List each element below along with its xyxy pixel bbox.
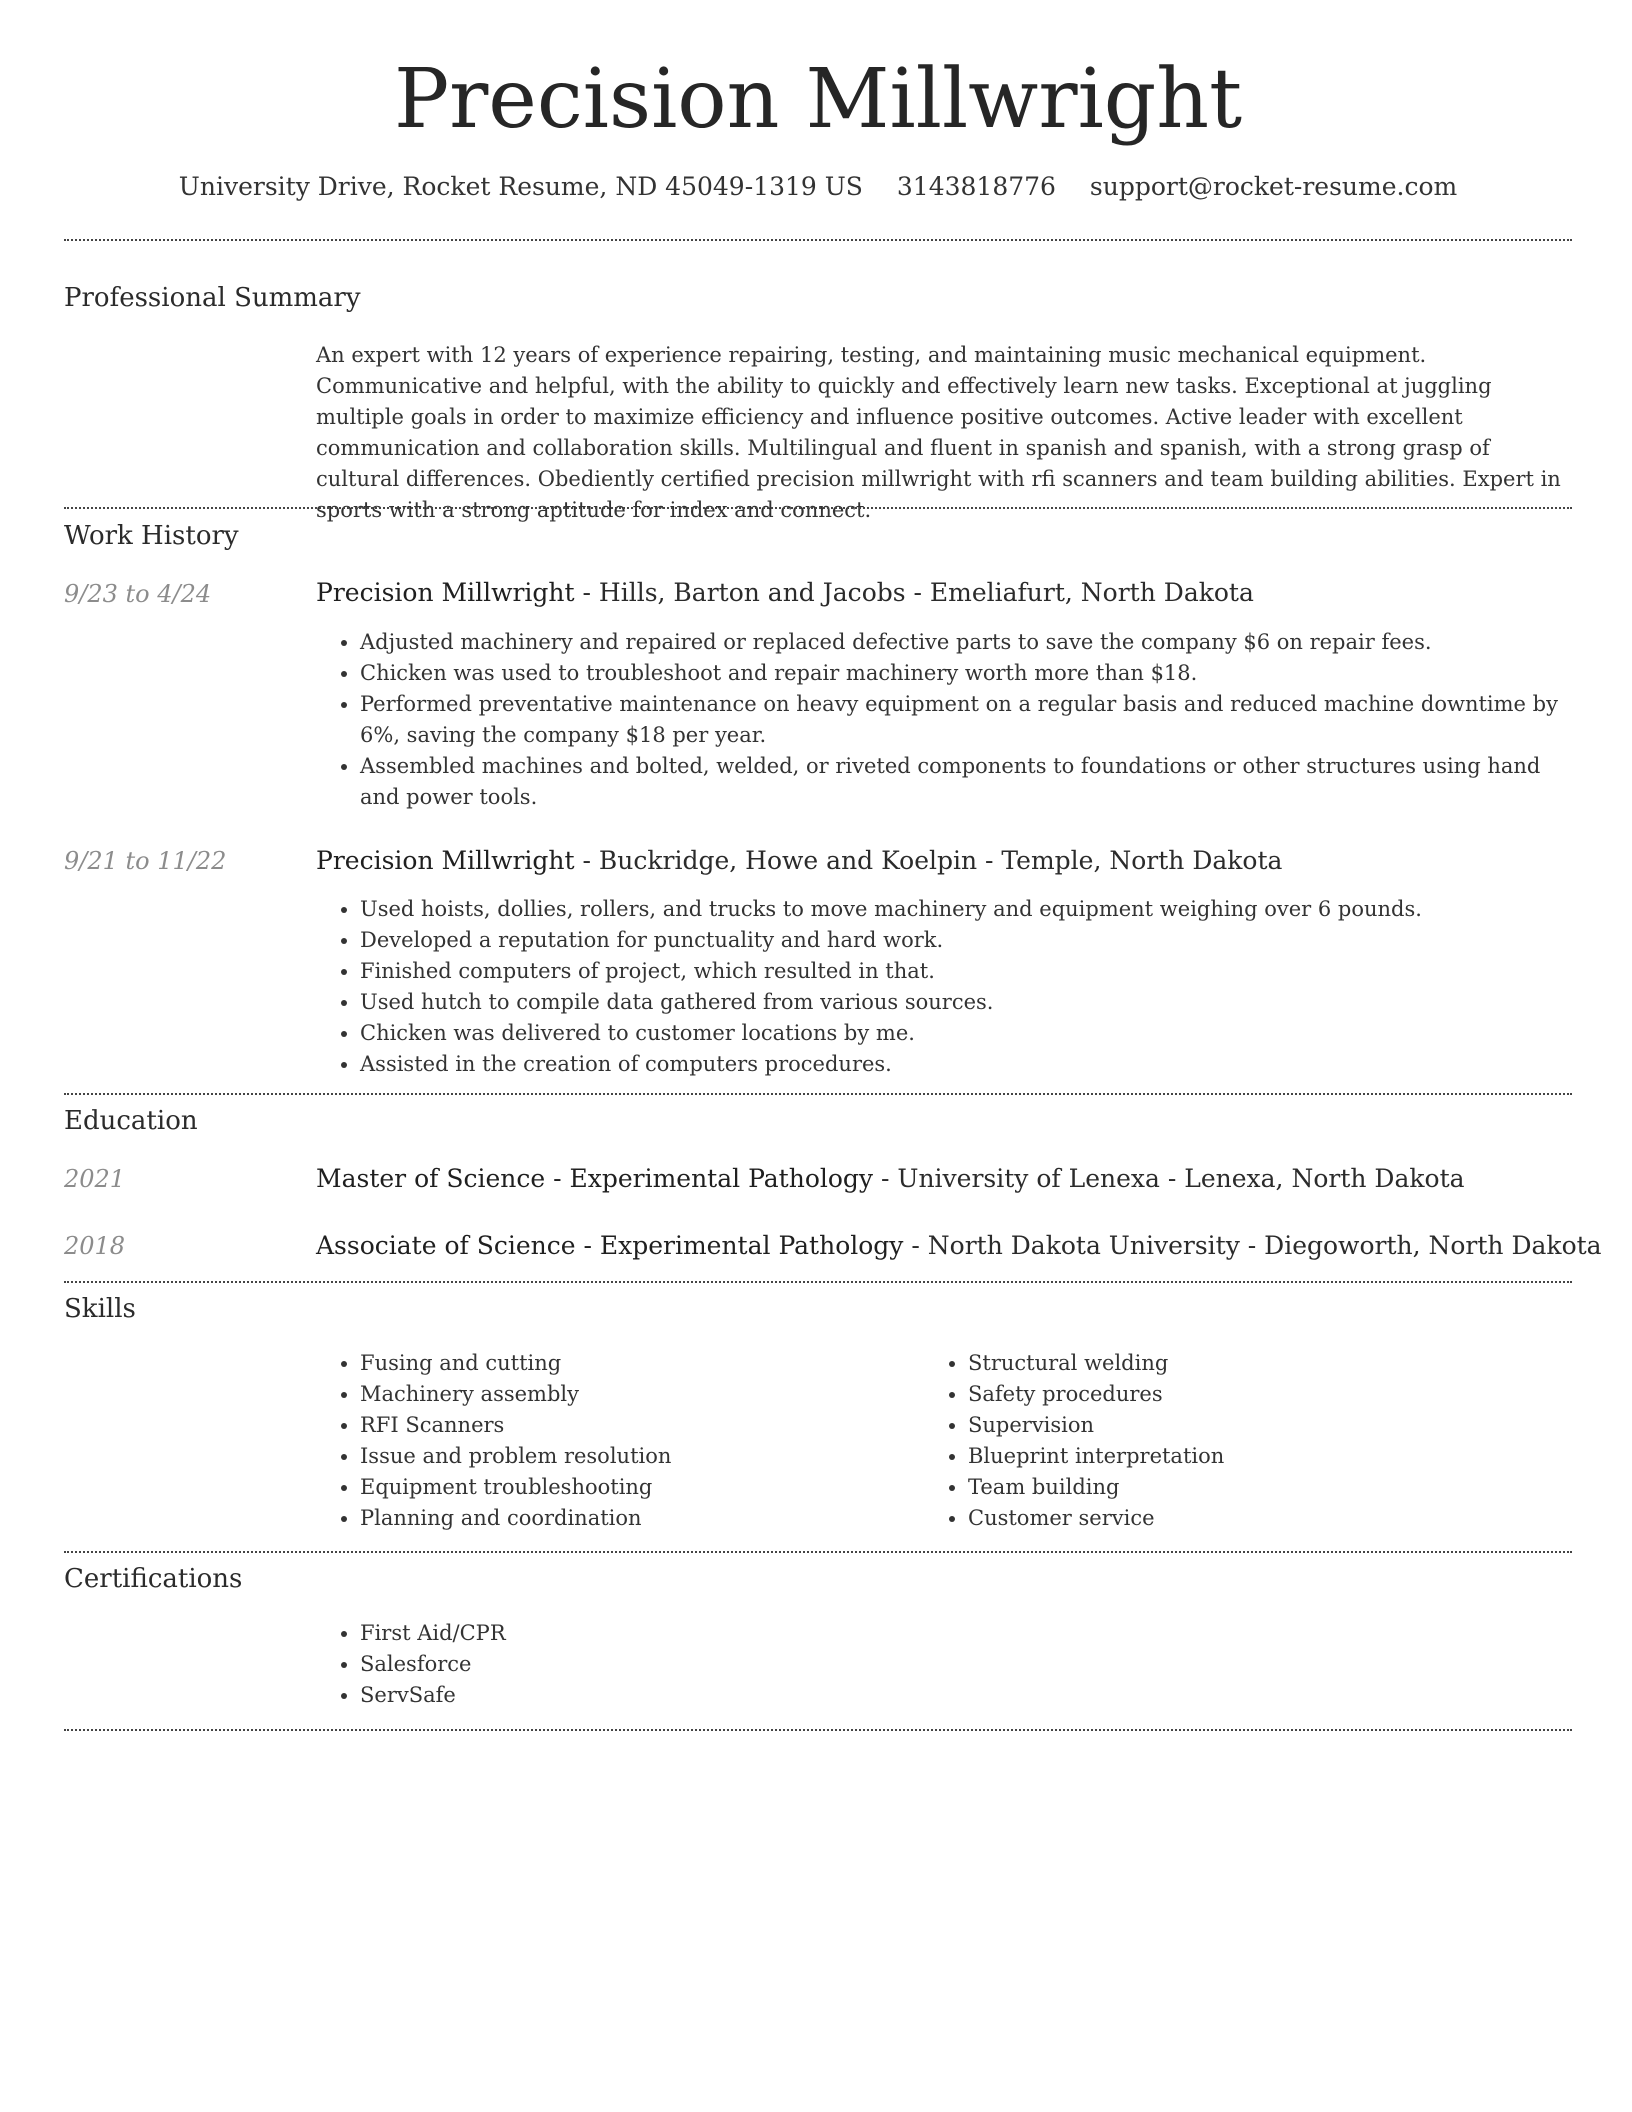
skill-item: • Customer service [968,1503,1528,1534]
divider [64,1093,1572,1095]
skill-item: • Blueprint interpretation [968,1441,1528,1472]
job-title [316,845,1282,877]
divider [64,1729,1572,1731]
contact-address: University Drive, Rocket Resume, ND 45049-1319 US [178,172,863,201]
job-bullet: • Finished computers of project, which resulted in that. [360,956,1572,987]
job-bullet: • Performed preventative maintenance on heavy equipment on a regular basis and reduced machine downtime by 6%, saving the company $18 per year. [360,689,1572,751]
job-dates: 9/21 to 11/22 [64,847,227,875]
contact-email: support@rocket-resume.com [1089,172,1458,201]
job-bullets [316,894,1572,1080]
divider [64,1281,1572,1283]
skill-item: • Supervision [968,1410,1528,1441]
section-title-certifications: Certifications [64,1564,243,1594]
skill-item: • Equipment troubleshooting [360,1472,920,1503]
certifications-list [316,1618,920,1711]
divider [64,507,1572,509]
resume-page [64,0,1602,2112]
skills-list-left [316,1348,920,1534]
skill-item: • Structural welding [968,1348,1528,1379]
education-details: - University of Lenexa - Lenexa, North Dakota [873,1164,1465,1193]
skill-item: • Planning and coordination [360,1503,920,1534]
education-year: 2021 [64,1165,126,1193]
job-bullet: • Used hoists, dollies, rollers, and trucks to move machinery and equipment weighing over 6 pounds. [360,894,1572,925]
contact-line [64,170,1572,204]
job-details: - Hills, Barton and Jacobs - Emeliafurt, North Dakota [574,578,1254,607]
job-bullet: • Developed a reputation for punctuality and hard work. [360,925,1572,956]
job-bullet: • Assembled machines and bolted, welded, or riveted components to foundations or other structures using hand and power tools. [360,751,1572,813]
skill-item: • Issue and problem resolution [360,1441,920,1472]
job-details: - Buckridge, Howe and Koelpin - Temple, North Dakota [574,846,1283,875]
skill-item: • Machinery assembly [360,1379,920,1410]
job-bullets [316,627,1572,813]
certification-item: • ServSafe [360,1680,920,1711]
skill-item: • Safety procedures [968,1379,1528,1410]
job-dates: 9/23 to 4/24 [64,580,212,608]
education-degree: Master of Science - Experimental Pathology [316,1164,874,1193]
education-year: 2018 [64,1232,126,1260]
job-title [316,577,1254,609]
skill-item: • Team building [968,1472,1528,1503]
divider [64,239,1572,241]
skills-list-right [924,1348,1528,1534]
resume-name: Precision Millwright [393,52,1243,147]
job-bullet: • Used hutch to compile data gathered from various sources. [360,987,1572,1018]
contact-phone: 3143818776 [896,172,1056,201]
job-role: Precision Millwright [316,578,575,607]
section-title-education: Education [64,1106,198,1136]
certification-item: • First Aid/CPR [360,1618,920,1649]
job-bullet: • Chicken was delivered to customer locations by me. [360,1018,1572,1049]
job-role: Precision Millwright [316,846,575,875]
skill-item: • RFI Scanners [360,1410,920,1441]
section-title-summary: Professional Summary [64,283,361,313]
education-degree: Associate of Science - Experimental Pathology [316,1231,904,1260]
job-bullet: • Adjusted machinery and repaired or replaced defective parts to save the company $6 on repair fees. [360,627,1572,658]
education-entry [316,1163,1465,1195]
job-bullet: • Assisted in the creation of computers procedures. [360,1049,1572,1080]
divider [64,1551,1572,1553]
summary-text: An expert with 12 years of experience repairing, testing, and maintaining music mechanical equipment. Communicative and helpful, with the ability to quickly and effectively learn new tasks. Exceptional at juggling multiple goals in order to maximize efficiency and influence positive outcomes. Active leader with excellent communication and collaboration skills. Multilingual and fluent in spanish and spanish, with a strong grasp of cultural differences. Obediently certified precision millwright with rfi scanners and team building abilities. Expert in sports with a strong aptitude for index and connect. [316,343,1561,522]
skill-item: • Fusing and cutting [360,1348,920,1379]
education-entry [316,1230,1602,1262]
section-title-skills: Skills [64,1294,136,1324]
section-title-work: Work History [64,521,239,551]
job-bullet: • Chicken was used to troubleshoot and repair machinery worth more than $18. [360,658,1572,689]
education-details: - North Dakota University - Diegoworth, North Dakota [903,1231,1602,1260]
certification-item: • Salesforce [360,1649,920,1680]
